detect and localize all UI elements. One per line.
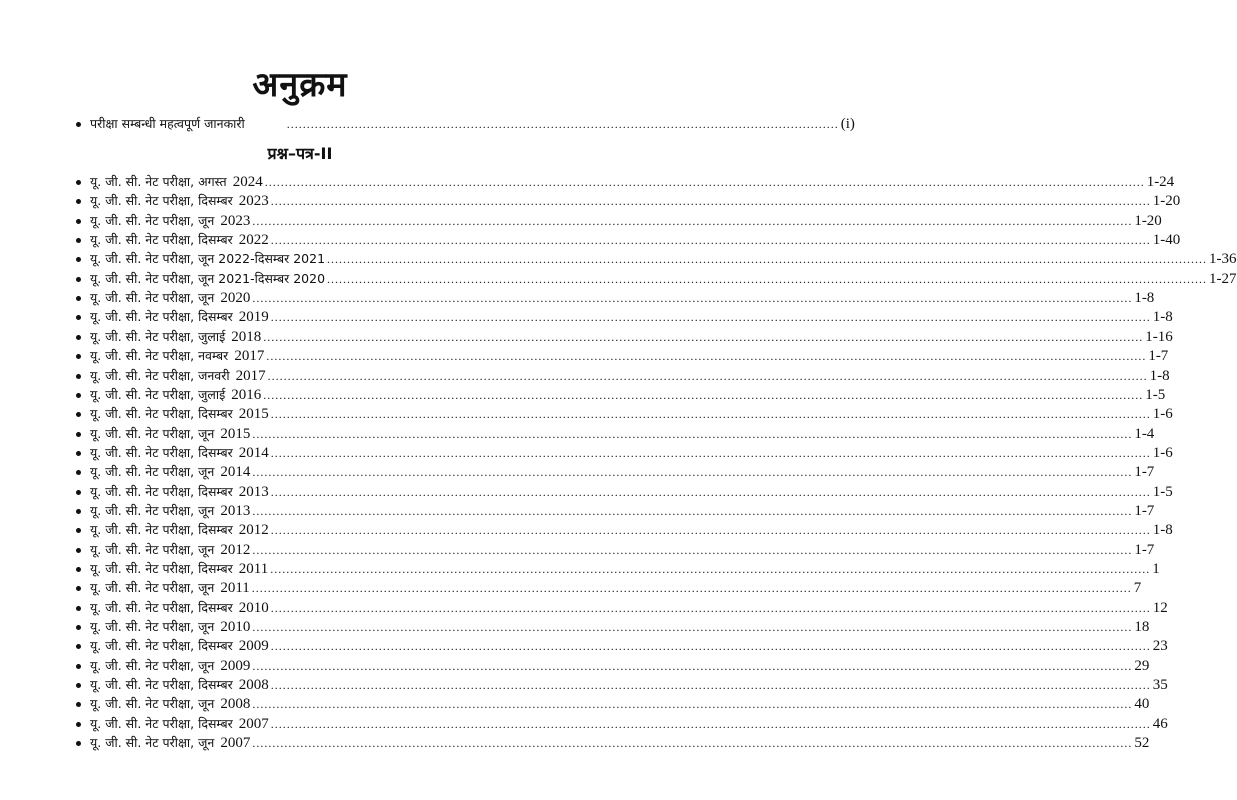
toc-entry-label: यू. जी. सी. नेट परीक्षा, जून <box>90 657 215 673</box>
toc-entry-label: यू. जी. सी. नेट परीक्षा, दिसम्बर <box>90 715 233 731</box>
toc-entry <box>76 364 1170 384</box>
toc-entry-year: 2016 <box>231 386 262 403</box>
intro-label: परीक्षा सम्बन्धी महत्वपूर्ण जानकारी <box>90 116 245 131</box>
dot-leader: ............................................................................................................................................................................................................................ <box>252 736 1133 751</box>
bullet-icon <box>76 644 81 649</box>
dot-leader: ............................................................................................................................................................................................................................ <box>264 175 1145 189</box>
toc-entry-label: यू. जी. सी. नेट परीक्षा, दिसम्बर <box>90 444 233 460</box>
bullet-icon <box>76 354 81 359</box>
toc-entry-pages: 1-8 <box>1152 522 1173 539</box>
toc-entry-pages: 35 <box>1152 677 1168 694</box>
toc-entry-pages: 40 <box>1134 696 1150 713</box>
toc-entry-year: 2015 <box>238 406 269 423</box>
toc-entry-label: यू. जी. सी. नेट परीक्षा, जून <box>90 425 215 441</box>
bullet-icon <box>76 664 81 669</box>
toc-entry-label: यू. जी. सी. नेट परीक्षा, दिसम्बर <box>90 638 233 654</box>
toc-entry-label: यू. जी. सी. नेट परीक्षा, जून <box>90 619 215 635</box>
bullet-icon <box>76 412 81 417</box>
toc-entry <box>76 170 1175 190</box>
toc-entry-pages: 1-7 <box>1148 348 1169 365</box>
toc-entry <box>76 286 1155 307</box>
toc-entry-label: यू. जी. सी. नेट परीक्षा, जून <box>90 541 215 557</box>
toc-entry-pages: 1-36 <box>1209 251 1237 268</box>
toc-entry-label: यू. जी. सी. नेट परीक्षा, जून <box>90 580 215 596</box>
toc-entry <box>76 615 1150 636</box>
bullet-icon <box>76 567 81 572</box>
dot-leader: ............................................................................................................................................................................................................................ <box>252 542 1133 557</box>
toc-entry <box>76 499 1155 519</box>
toc-entry-pages: 52 <box>1134 735 1150 752</box>
dot-leader: ............................................................................................................................................................................................................................ <box>270 600 1151 615</box>
toc-entry-label: यू. जी. सी. नेट परीक्षा, दिसम्बर <box>90 677 233 693</box>
toc-entry <box>76 383 1166 403</box>
toc-entry-pages: 1-8 <box>1152 309 1173 326</box>
toc-entry-pages: 1-4 <box>1134 425 1155 442</box>
page-title: अनुक्रम <box>252 65 348 105</box>
toc-entry-year: 2007 <box>238 715 269 732</box>
intro-page: (i) <box>840 116 855 132</box>
bullet-icon <box>76 180 81 185</box>
dot-leader: .......................................................................................................................................... <box>286 117 839 131</box>
toc-entry <box>76 731 1150 752</box>
toc-entry <box>76 460 1155 481</box>
dot-leader: ............................................................................................................................................................................................................................ <box>252 465 1133 480</box>
toc-entry <box>76 422 1155 442</box>
toc-entry-year: 2013 <box>238 483 269 500</box>
toc-entry <box>76 228 1181 249</box>
toc-entry-year: 2011 <box>238 561 269 577</box>
dot-leader: ............................................................................................................................................................................................................................ <box>270 310 1151 325</box>
toc-entry-pages: 1-20 <box>1134 212 1162 229</box>
toc-entry <box>76 692 1150 713</box>
toc-entry-pages: 1-7 <box>1134 541 1155 558</box>
toc-entry-label: यू. जी. सी. नेट परीक्षा, जून <box>90 212 215 228</box>
toc-entry-pages: 7 <box>1133 580 1142 597</box>
toc-entry <box>76 441 1173 461</box>
toc-entry-label: यू. जी. सी. नेट परीक्षा, जून <box>90 464 215 480</box>
toc-entry-pages: 23 <box>1152 638 1168 655</box>
toc-entry <box>76 538 1155 558</box>
toc-entry <box>76 344 1169 365</box>
dot-leader: ............................................................................................................................................................................................................................ <box>252 697 1133 712</box>
bullet-icon <box>76 470 81 475</box>
toc-entry-year: 2019 <box>238 309 269 326</box>
dot-leader: ............................................................................................................................................................................................................................ <box>252 503 1133 518</box>
toc-entry-year: 2017 <box>234 348 265 365</box>
dot-leader: ............................................................................................................................................................................................................................ <box>270 445 1151 460</box>
toc-entry-pages: 1-16 <box>1145 328 1173 345</box>
toc-entry <box>76 209 1162 229</box>
toc-entry-year: 2020 <box>220 290 251 307</box>
dot-leader: ............................................................................................................................................................................................................................ <box>263 387 1144 402</box>
toc-entry <box>76 712 1168 732</box>
dot-leader: ............................................................................................................................................................................................................................ <box>270 194 1151 209</box>
dot-leader: ............................................................................................................................................................................................................................ <box>263 329 1144 344</box>
toc-entry-label: यू. जी. सी. नेट परीक्षा, जनवरी <box>90 367 230 383</box>
toc-entry-year: 2007 <box>220 735 251 752</box>
toc-entry <box>76 305 1173 326</box>
toc-entry <box>76 189 1181 210</box>
toc-entry <box>76 325 1173 345</box>
bullet-icon <box>76 702 81 707</box>
dot-leader: ............................................................................................................................................................................................................................ <box>270 678 1151 693</box>
toc-entry-label: यू. जी. सी. नेट परीक्षा, दिसम्बर <box>90 522 233 538</box>
toc-entry-year: 2018 <box>231 328 262 345</box>
toc-entry-label: यू. जी. सी. नेट परीक्षा, जुलाई <box>90 328 226 344</box>
toc-entry <box>76 402 1173 423</box>
dot-leader: ............................................................................................................................................................................................................................ <box>252 426 1133 441</box>
toc-entry-year: 2010 <box>238 599 269 616</box>
bullet-icon <box>76 238 81 243</box>
toc-entry <box>76 518 1173 539</box>
bullet-icon <box>76 374 81 379</box>
dot-leader: ............................................................................................................................................................................................................................ <box>327 271 1208 286</box>
toc-entry-pages: 1-5 <box>1152 483 1173 500</box>
bullet-icon <box>76 722 81 727</box>
bullet-icon <box>76 432 81 437</box>
toc-entry-label: यू. जी. सी. नेट परीक्षा, जून <box>90 696 215 712</box>
toc-entry-label: यू. जी. सी. नेट परीक्षा, दिसम्बर <box>90 309 233 325</box>
toc-entry <box>76 576 1142 597</box>
bullet-icon <box>76 548 81 553</box>
toc-entry-label: यू. जी. सी. नेट परीक्षा, दिसम्बर <box>90 232 233 248</box>
toc-entry-year: 2009 <box>220 657 251 674</box>
toc-entry-year: 2010 <box>220 619 251 636</box>
bullet-icon <box>76 393 81 398</box>
toc-entry <box>76 596 1168 616</box>
dot-leader: ............................................................................................................................................................................................................................ <box>270 562 1151 576</box>
toc-entry-pages: 1-20 <box>1152 193 1181 210</box>
toc-entry-year: 2014 <box>238 444 269 461</box>
toc-entry-pages: 46 <box>1152 715 1168 732</box>
toc-entry <box>76 634 1168 655</box>
toc-entry <box>76 557 1160 577</box>
dot-leader: ............................................................................................................................................................................................................................ <box>267 368 1148 383</box>
bullet-icon <box>76 122 81 127</box>
dot-leader: ............................................................................................................................................................................................................................ <box>270 523 1151 538</box>
bullet-icon <box>76 509 81 514</box>
bullet-icon <box>76 451 81 456</box>
bullet-icon <box>76 199 81 204</box>
dot-leader: ............................................................................................................................................................................................................................ <box>252 620 1133 635</box>
bullet-icon <box>76 683 81 688</box>
toc-entry-year: 2011 <box>220 580 250 597</box>
toc-entry-label: यू. जी. सी. नेट परीक्षा, दिसम्बर <box>90 483 233 499</box>
bullet-icon <box>76 625 81 630</box>
toc-entry <box>76 654 1150 674</box>
toc-entry-year: 2023 <box>238 193 269 210</box>
dot-leader: ............................................................................................................................................................................................................................ <box>252 291 1133 306</box>
bullet-icon <box>76 490 81 495</box>
dot-leader: ............................................................................................................................................................................................................................ <box>252 658 1133 673</box>
dot-leader: ............................................................................................................................................................................................................................ <box>270 484 1151 499</box>
toc-entry-pages: 29 <box>1134 657 1150 674</box>
toc-entry-year: 2023 <box>220 212 251 229</box>
bullet-icon <box>76 606 81 611</box>
toc-entry-year: 2008 <box>238 677 269 694</box>
toc-entry <box>76 247 1237 268</box>
toc-entry-year: 2009 <box>238 638 269 655</box>
toc-entry-year: 2017 <box>235 367 266 384</box>
dot-leader: ............................................................................................................................................................................................................................ <box>270 407 1151 422</box>
toc-entry-year: 2013 <box>220 502 251 519</box>
toc-entry-year: 2008 <box>220 696 251 713</box>
dot-leader: ............................................................................................................................................................................................................................ <box>270 716 1151 731</box>
toc-entry-label: यू. जी. सी. नेट परीक्षा, जून <box>90 735 215 751</box>
toc-entry-label: यू. जी. सी. नेट परीक्षा, जून <box>90 290 215 306</box>
bullet-icon <box>76 296 81 301</box>
toc-entry-pages: 1 <box>1152 561 1160 577</box>
toc-entry-label: यू. जी. सी. नेट परीक्षा, दिसम्बर <box>90 561 233 576</box>
toc-entry-year: 2024 <box>232 174 263 190</box>
bullet-icon <box>76 277 81 282</box>
toc-entry-pages: 1-27 <box>1209 270 1237 287</box>
toc-entry-label: यू. जी. सी. नेट परीक्षा, जुलाई <box>90 386 226 402</box>
bullet-icon <box>76 528 81 533</box>
toc-entry <box>76 267 1237 287</box>
toc-entry-pages: 1-8 <box>1149 367 1170 384</box>
dot-leader: ............................................................................................................................................................................................................................ <box>251 581 1132 596</box>
toc-entry-pages: 18 <box>1134 619 1150 636</box>
toc-entry-pages: 1-24 <box>1146 174 1175 190</box>
bullet-icon <box>76 586 81 591</box>
dot-leader: ............................................................................................................................................................................................................................ <box>327 252 1208 267</box>
toc-entry-pages: 1-6 <box>1152 444 1173 461</box>
dot-leader: ............................................................................................................................................................................................................................ <box>270 233 1151 248</box>
toc-entry-label: यू. जी. सी. नेट परीक्षा, अगस्त <box>90 174 227 189</box>
toc-entry-label: यू. जी. सी. नेट परीक्षा, दिसम्बर <box>90 406 233 422</box>
toc-entry-year: 2015 <box>220 425 251 442</box>
toc-entry-year: 2012 <box>220 541 251 558</box>
toc-entry-label: यू. जी. सी. नेट परीक्षा, जून 2021-दिसम्बर 2020 <box>90 270 326 286</box>
intro-row <box>76 112 855 132</box>
bullet-icon <box>76 315 81 320</box>
toc-entry-pages: 1-7 <box>1134 502 1155 519</box>
bullet-icon <box>76 741 81 746</box>
section-heading: प्रश्न–पत्र-II <box>267 144 333 163</box>
toc-entry-label: यू. जी. सी. नेट परीक्षा, दिसम्बर <box>90 193 233 209</box>
toc-entry-year: 2022 <box>238 232 269 249</box>
toc-entry-pages: 1-7 <box>1134 464 1155 481</box>
toc-entry-label: यू. जी. सी. नेट परीक्षा, दिसम्बर <box>90 599 233 615</box>
toc-entry-label: यू. जी. सी. नेट परीक्षा, जून <box>90 502 215 518</box>
toc-entry <box>76 480 1173 500</box>
toc-entry-pages: 1-8 <box>1134 290 1155 307</box>
toc-entry-pages: 1-5 <box>1145 386 1166 403</box>
dot-leader: ............................................................................................................................................................................................................................ <box>270 639 1151 654</box>
bullet-icon <box>76 219 81 224</box>
bullet-icon <box>76 257 81 262</box>
bullet-icon <box>76 335 81 340</box>
toc-entry-year: 2014 <box>220 464 251 481</box>
toc-entry <box>76 673 1168 694</box>
dot-leader: ............................................................................................................................................................................................................................ <box>266 349 1147 364</box>
toc-entry-pages: 1-6 <box>1152 406 1173 423</box>
toc-entry-pages: 12 <box>1152 599 1168 616</box>
toc-entry-label: यू. जी. सी. नेट परीक्षा, जून 2022-दिसम्बर 2021 <box>90 251 326 267</box>
toc-entry-year: 2012 <box>238 522 269 539</box>
dot-leader: ............................................................................................................................................................................................................................ <box>252 213 1133 228</box>
toc-entry-pages: 1-40 <box>1152 232 1181 249</box>
toc-entry-label: यू. जी. सी. नेट परीक्षा, नवम्बर <box>90 348 229 364</box>
